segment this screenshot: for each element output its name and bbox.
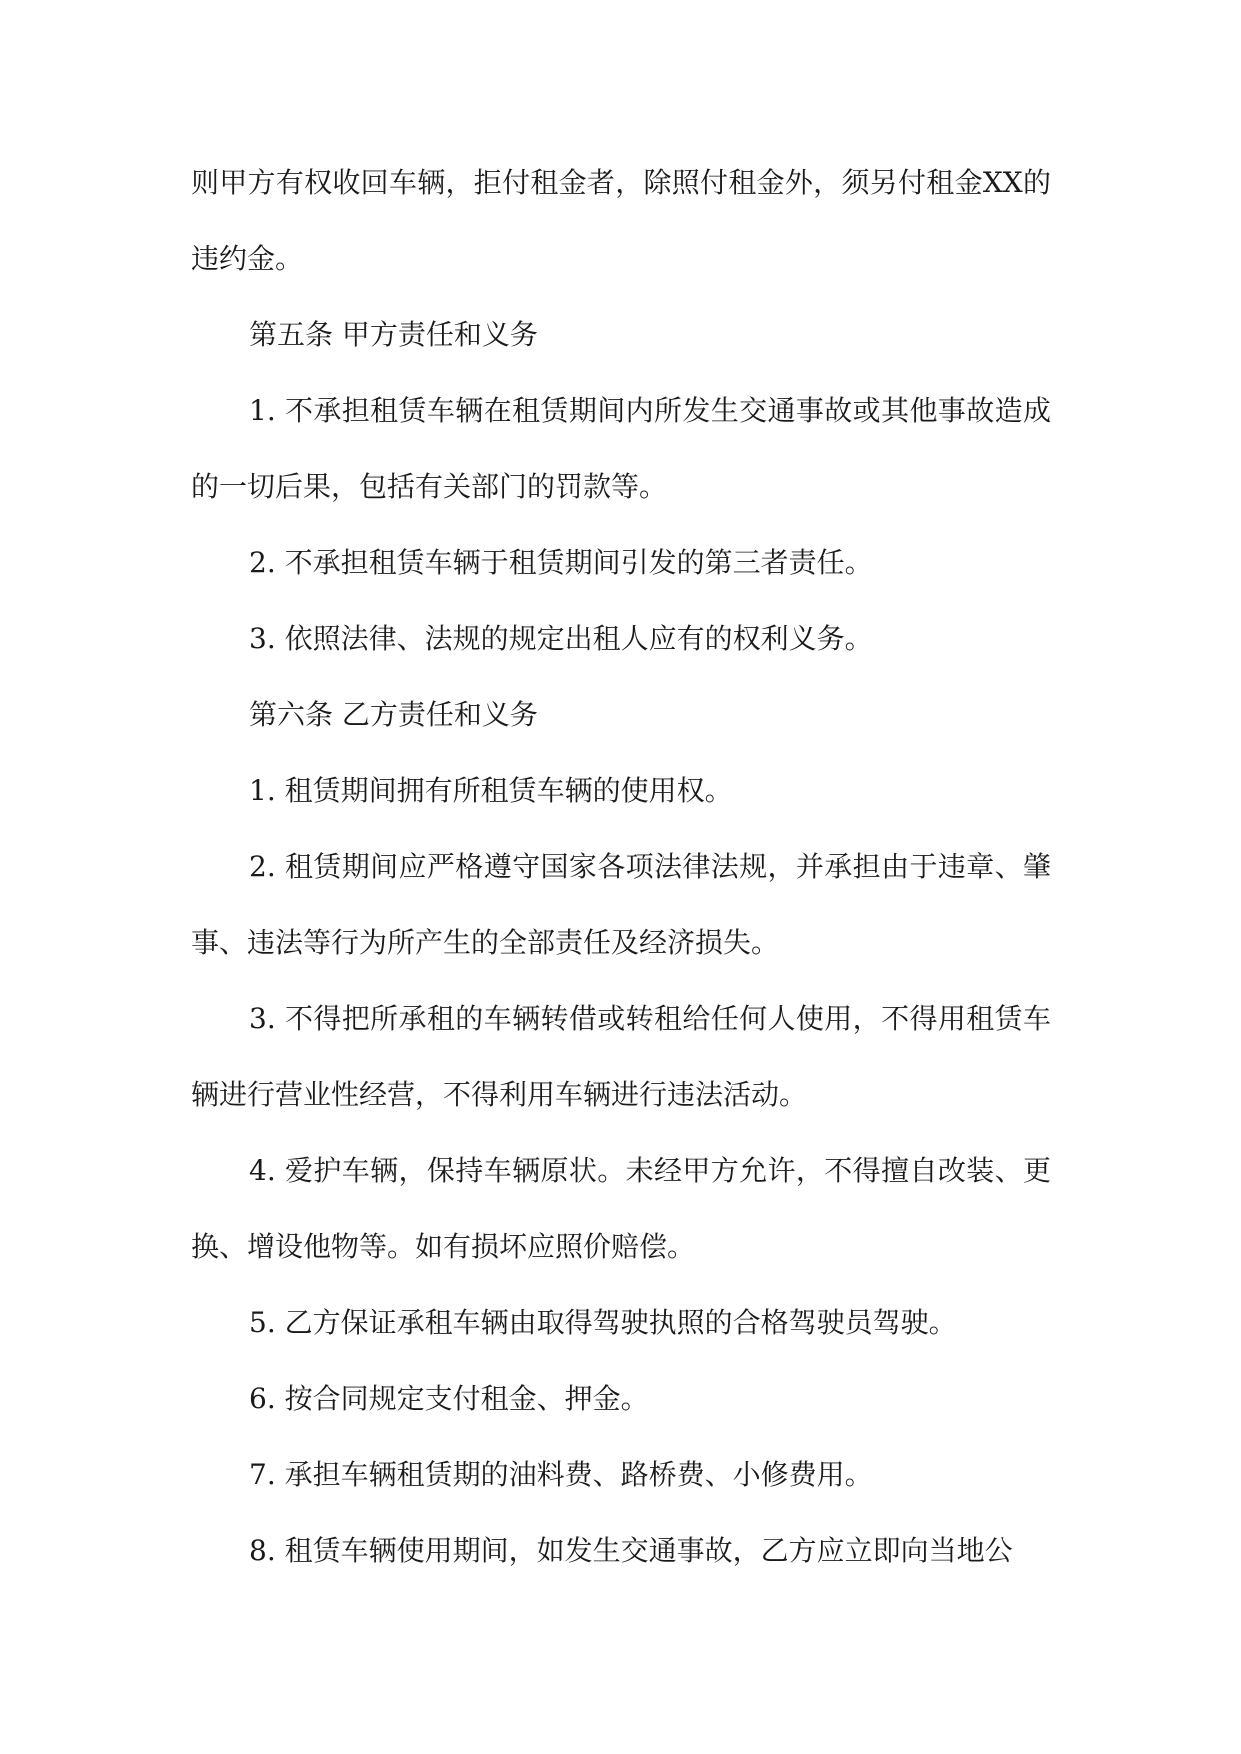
article-5-item-2: 2. 不承担租赁车辆于租赁期间引发的第三者责任。 [249, 546, 873, 579]
paragraph-continuation: 则甲方有权收回车辆，拒付租金者，除照付租金外，须另付租金XX的违约金。 [191, 166, 1051, 275]
article-5-item-1: 1. 不承担租赁车辆在租赁期间内所发生交通事故或其他事故造成的一切后果，包括有关部门的罚款等。 [191, 394, 1051, 503]
article-6-item-3: 3. 不得把所承租的车辆转借或转租给任何人使用，不得用租赁车辆进行营业性经营，不得利用车辆进行违法活动。 [191, 1002, 1051, 1111]
article-6-item-1: 1. 租赁期间拥有所租赁车辆的使用权。 [249, 774, 733, 807]
article-6-item-7: 7. 承担车辆租赁期的油料费、路桥费、小修费用。 [249, 1458, 873, 1491]
document-body [191, 145, 1051, 1589]
article-6-item-2: 2. 租赁期间应严格遵守国家各项法律法规，并承担由于违章、肇事、违法等行为所产生的全部责任及经济损失。 [191, 850, 1051, 959]
article-6-item-5: 5. 乙方保证承租车辆由取得驾驶执照的合格驾驶员驾驶。 [249, 1306, 957, 1339]
article-5-heading: 第五条 甲方责任和义务 [249, 318, 538, 351]
article-6-item-6: 6. 按合同规定支付租金、押金。 [249, 1382, 649, 1415]
article-6-item-4: 4. 爱护车辆，保持车辆原状。未经甲方允许，不得擅自改装、更换、增设他物等。如有损坏应照价赔偿。 [191, 1154, 1051, 1263]
article-6-item-8: 8. 租赁车辆使用期间，如发生交通事故，乙方应立即向当地公 [249, 1534, 1013, 1567]
article-5-item-3: 3. 依照法律、法规的规定出租人应有的权利义务。 [249, 622, 873, 655]
article-6-heading: 第六条 乙方责任和义务 [249, 698, 538, 731]
